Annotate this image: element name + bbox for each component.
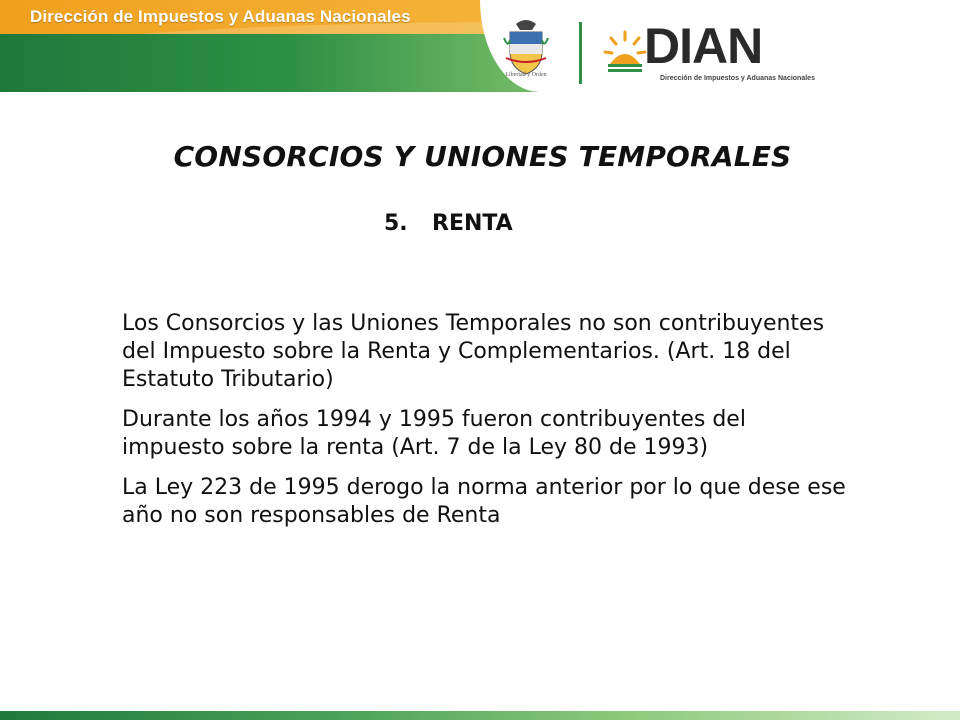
dian-sun-icon [600, 26, 650, 76]
crest-motto: Libertad y Orden [505, 72, 547, 78]
colombia-crest-icon [502, 18, 550, 78]
section-number: 5. [384, 211, 408, 236]
body-paragraph: La Ley 223 de 1995 derogo la norma anterior por lo que dese ese año no son responsables de Renta [122, 475, 846, 528]
section-title: RENTA [432, 211, 513, 236]
body-paragraph: Los Consorcios y las Uniones Temporales no son contribuyentes del Impuesto sobre la Renta y Complementarios. (Art. 18 del Estatuto Tributario) [122, 311, 825, 392]
slide-header [0, 0, 960, 92]
header-banner-title: Dirección de Impuestos y Aduanas Nacionales [30, 7, 411, 26]
dian-logo-text: DIAN [644, 18, 763, 74]
dian-logo-subtitle: Dirección de Impuestos y Aduanas Nacionales [660, 75, 815, 82]
slide-title: CONSORCIOS Y UNIONES TEMPORALES [173, 140, 792, 173]
logo-divider [579, 22, 582, 84]
header-logo-area [480, 0, 960, 92]
slide-body [122, 310, 852, 542]
section-heading [384, 211, 513, 236]
footer-bar [0, 711, 960, 720]
body-paragraph: Durante los años 1994 y 1995 fueron contribuyentes del impuesto sobre la renta (Art. 7 de la Ley 80 de 1993) [122, 407, 746, 460]
